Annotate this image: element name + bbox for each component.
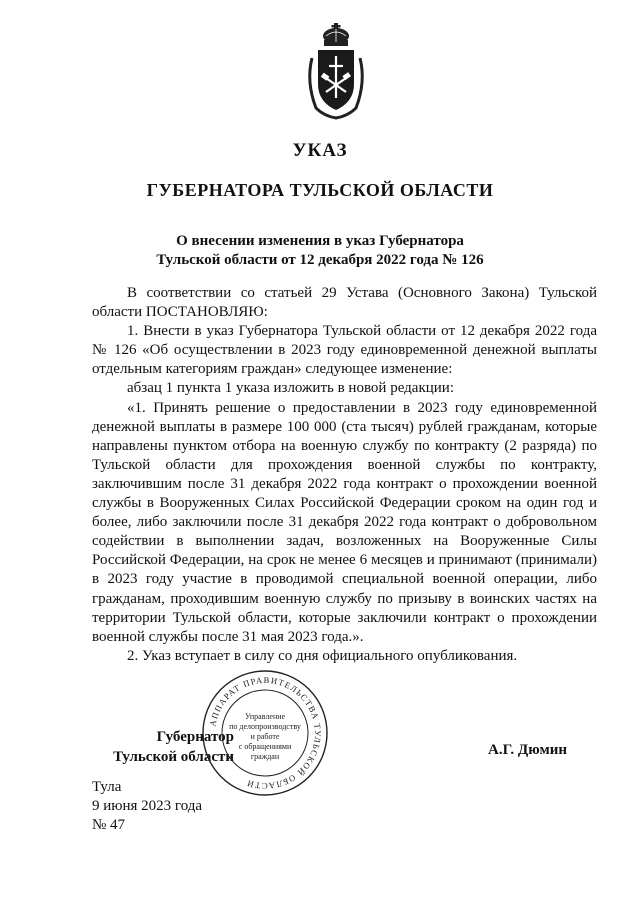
stamp-line-4: с обращениями bbox=[238, 742, 292, 751]
document-body bbox=[92, 284, 597, 666]
stamp-line-3: и работе bbox=[250, 732, 280, 741]
position-line-2: Тульской области bbox=[113, 749, 234, 765]
item-1-note-paragraph: абзац 1 пункта 1 указа изложить в новой редакции: bbox=[127, 380, 454, 397]
item-1-paragraph: 1. Внести в указ Губернатора Тульской области от 12 декабря 2022 года № 126 «Об осуществлении в 2023 году единовременной денежной выплаты отдельным категориям граждан» следующее изменение: bbox=[92, 323, 597, 378]
document-footer bbox=[92, 778, 202, 835]
stamp-ring-text: АППАРАТ ПРАВИТЕЛЬСТВА ТУЛЬСКОЙ ОБЛАСТИ bbox=[207, 674, 324, 792]
preamble-paragraph: В соответствии со статьей 29 Устава (Основного Закона) Тульской области ПОСТАНОВЛЯЮ: bbox=[92, 285, 597, 321]
document-type-heading: УКАЗ bbox=[292, 140, 348, 161]
subject-line-2: Тульской области от 12 декабря 2022 года № 126 bbox=[156, 252, 484, 268]
signatory-name: А.Г. Дюмин bbox=[488, 742, 568, 758]
stamp-line-2: по делопроизводству bbox=[229, 722, 301, 731]
city: Тула bbox=[92, 779, 122, 795]
official-stamp bbox=[200, 668, 330, 798]
subject-line-1: О внесении изменения в указ Губернатора bbox=[176, 233, 464, 249]
stamp-line-1: Управление bbox=[244, 712, 286, 721]
quoted-text-paragraph: «1. Принять решение о предоставлении в 2023 году единовременной денежной выплаты в размере 100 000 (ста тысяч) рублей гражданам, которые направлены пунктом отбора на военную службу по контракту (2 разряда) по Тульской области для прохождения военной службы по контракту, заключившим после 31 декабря 2022 года контракт о прохождении военной службы в Вооруженных Силах Российской Федерации сроком на один год и более, либо заключили после 31 декабря 2022 года контракт о добровольном содействии в выполнении задач, возложенных на Вооруженные Силы Российской Федерации, на срок не менее 6 месяцев и принимают (принимали) в 2023 году участие в проводимой специальной военной операции, либо гражданам, проходившим военную службу по призыву в воинских частях на территории Тульской области, которые заключили контракт о прохождении военной службы после 31 мая 2023 года.». bbox=[92, 399, 597, 645]
coat-of-arms-icon bbox=[302, 22, 370, 120]
document-subject bbox=[0, 232, 640, 270]
position-line-1: Губернатор bbox=[156, 729, 234, 745]
document-date: 9 июня 2023 года bbox=[92, 798, 203, 814]
stamp-line-5: граждан bbox=[250, 752, 280, 761]
item-2-paragraph: 2. Указ вступает в силу со дня официального опубликования. bbox=[127, 647, 518, 664]
issuer-heading: ГУБЕРНАТОРА ТУЛЬСКОЙ ОБЛАСТИ bbox=[146, 180, 494, 200]
document-number: № 47 bbox=[92, 817, 126, 833]
